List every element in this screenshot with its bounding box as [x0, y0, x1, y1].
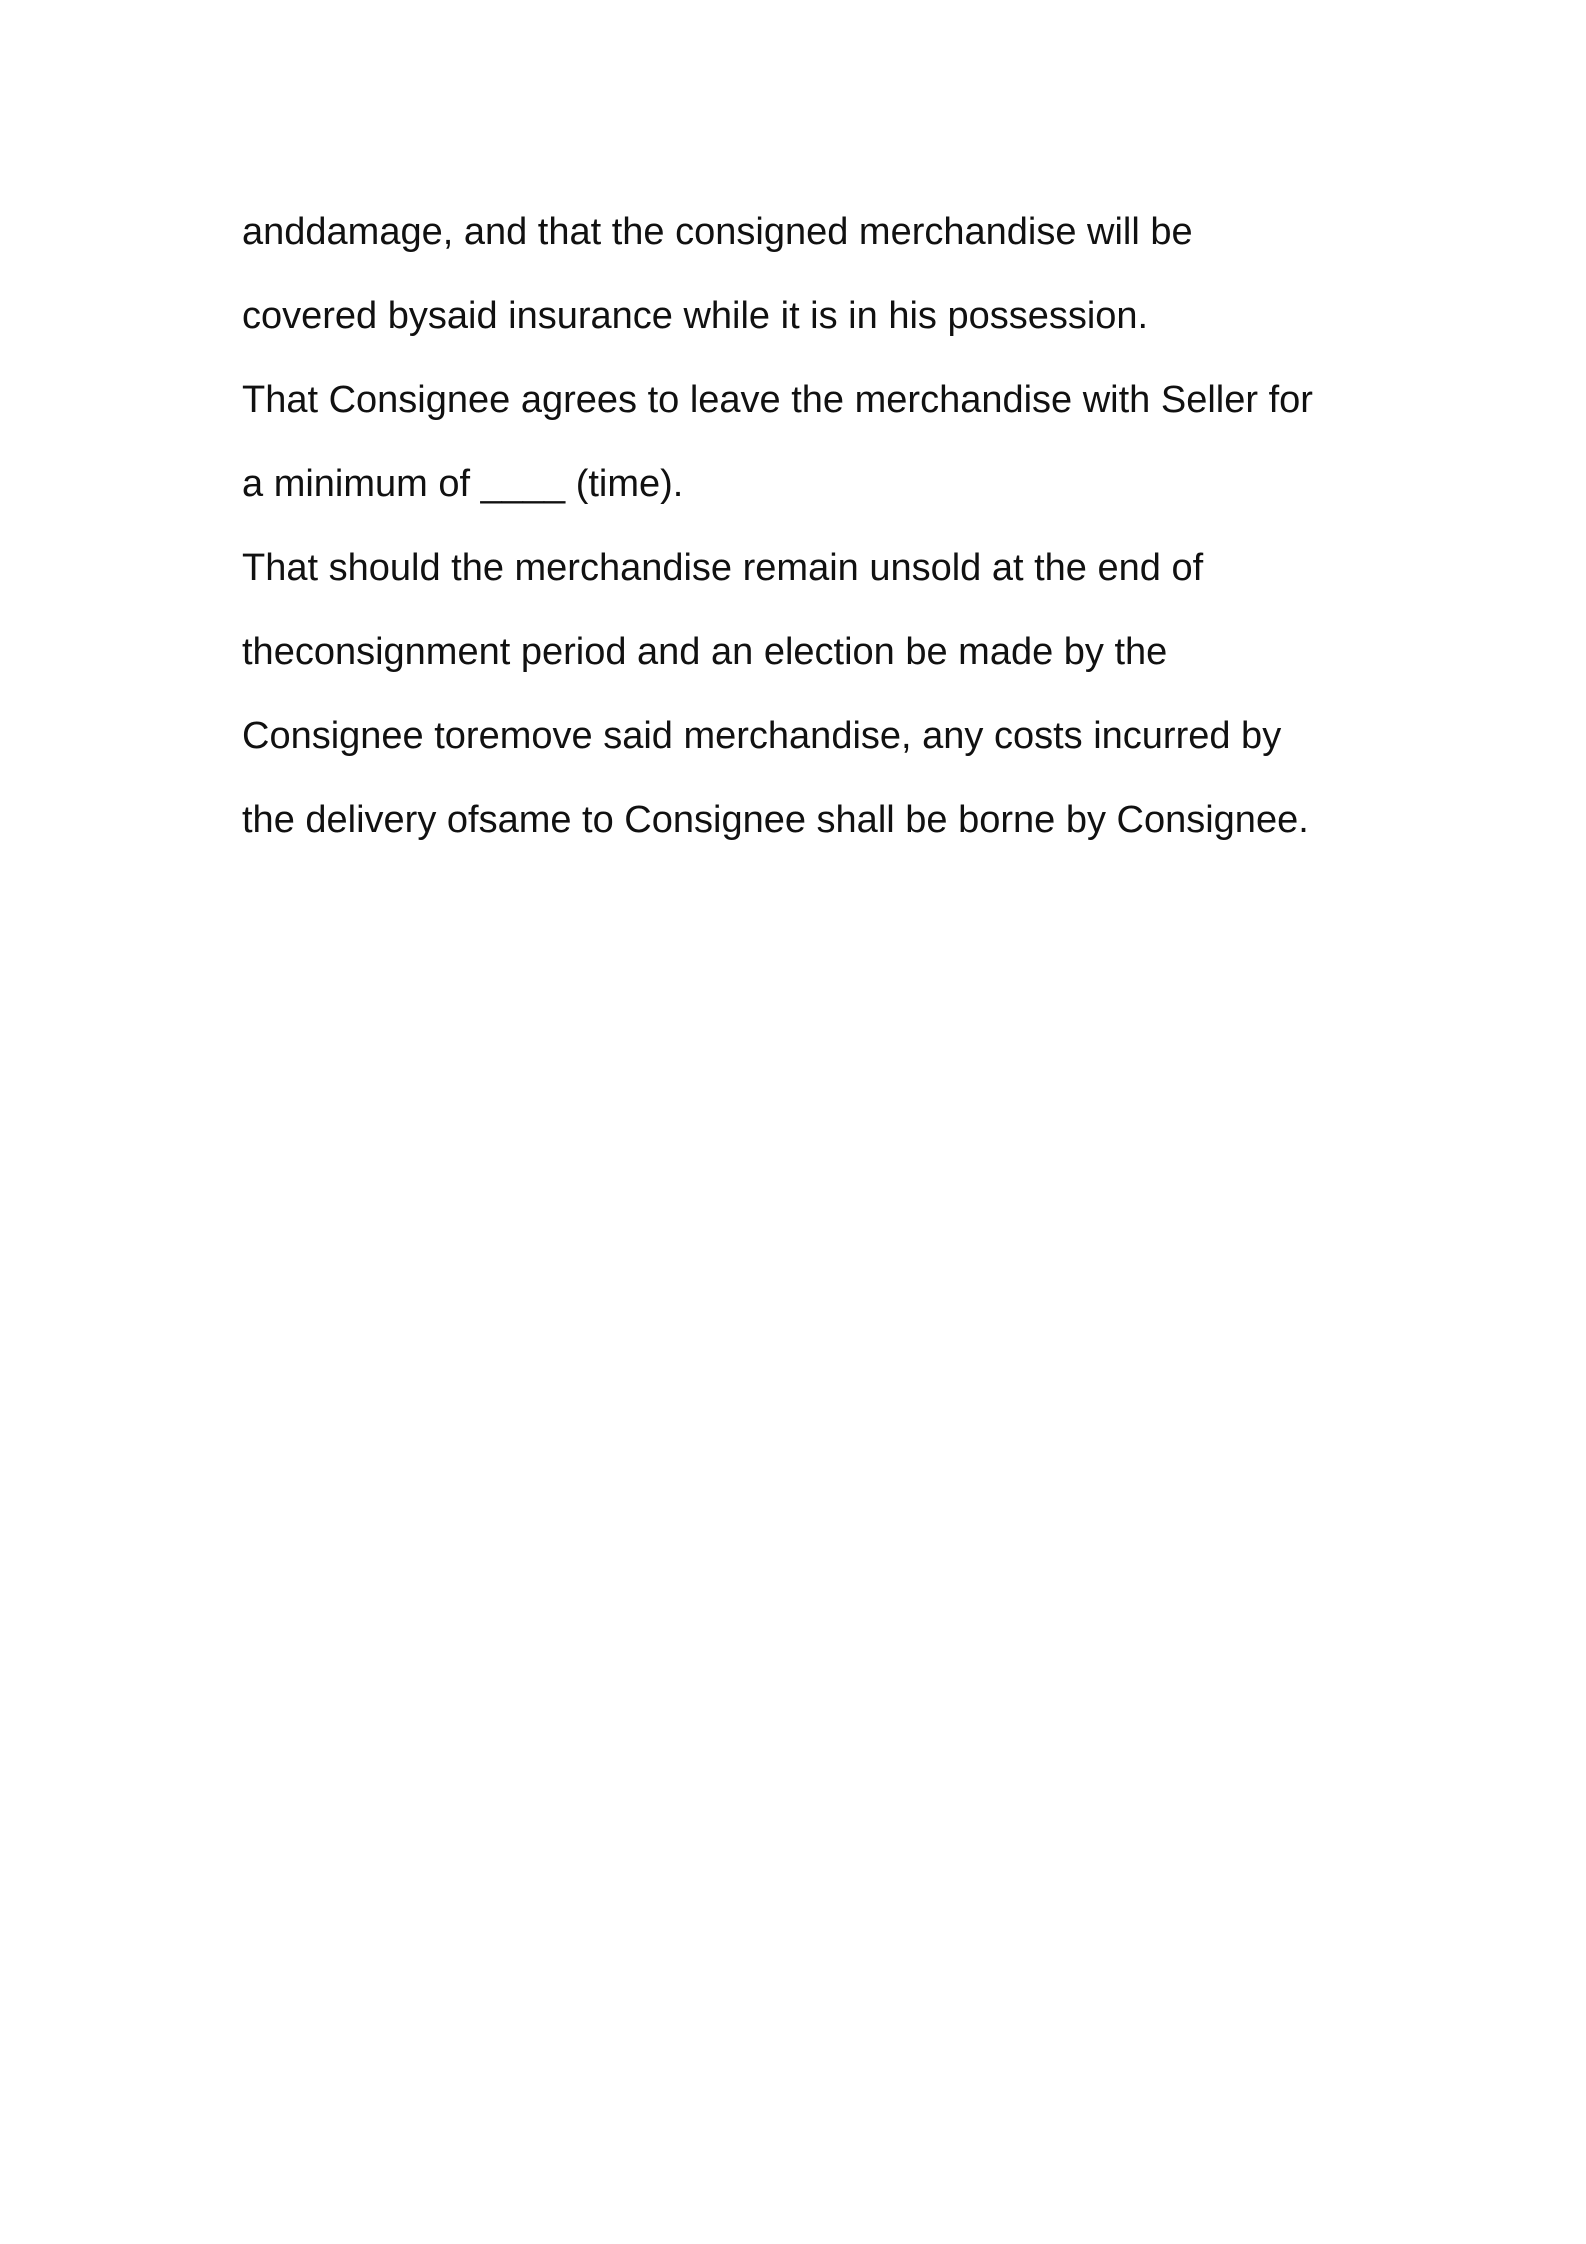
text-line: the delivery ofsame to Consignee shall be borne by Consignee.	[242, 799, 1309, 841]
text-line: covered bysaid insurance while it is in his possession.	[242, 295, 1149, 337]
text-line: Consignee toremove said merchandise, any costs incurred by	[242, 715, 1282, 757]
text-line: That Consignee agrees to leave the merchandise with Seller for	[242, 379, 1313, 421]
text-line: theconsignment period and an election be made by the	[242, 631, 1168, 673]
text-line: That should the merchandise remain unsold at the end of	[242, 547, 1204, 589]
body-text	[242, 199, 1442, 871]
text-line: anddamage, and that the consigned merchandise will be	[242, 211, 1193, 253]
text-line: a minimum of ____ (time).	[242, 463, 684, 505]
